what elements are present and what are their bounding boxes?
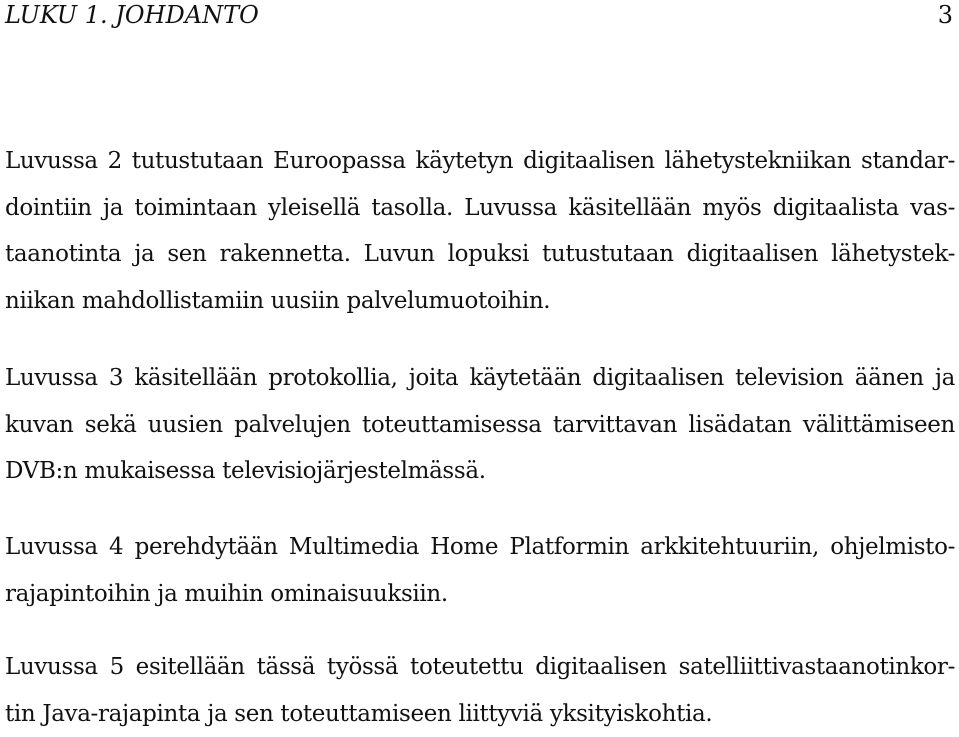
chapter-title: LUKU 1. JOHDANTO xyxy=(5,0,259,30)
text-line: Luvussa 5 esitellään tässä työssä toteutettu digitaalisen satelliittivastaanotinkor- xyxy=(5,644,955,691)
paragraph-chapter-2 xyxy=(5,138,955,324)
text-line: rajapintoihin ja muihin ominaisuuksiin. xyxy=(5,571,955,618)
text-line: Luvussa 4 perehdytään Multimedia Home Platformin arkkitehtuuriin, ohjelmisto- xyxy=(5,524,955,571)
text-line: Luvussa 2 tutustutaan Euroopassa käytetyn digitaalisen lähetystekniikan standar- xyxy=(5,138,955,185)
paragraph-chapter-3 xyxy=(5,355,955,495)
text-line: niikan mahdollistamiin uusiin palvelumuotoihin. xyxy=(5,278,955,325)
text-line: Luvussa 3 käsitellään protokollia, joita käytetään digitaalisen television äänen ja xyxy=(5,355,955,402)
text-line: taanotinta ja sen rakennetta. Luvun lopuksi tutustutaan digitaalisen lähetystek- xyxy=(5,231,955,278)
page-number: 3 xyxy=(938,0,953,30)
paragraph-chapter-4 xyxy=(5,524,955,617)
running-header xyxy=(5,0,953,30)
text-line: dointiin ja toimintaan yleisellä tasolla. Luvussa käsitellään myös digitaalista vas- xyxy=(5,185,955,232)
text-line: tin Java-rajapinta ja sen toteuttamiseen liittyviä yksityiskohtia. xyxy=(5,691,955,737)
text-line: kuvan sekä uusien palvelujen toteuttamisessa tarvittavan lisädatan välittämiseen xyxy=(5,402,955,449)
paragraph-chapter-5 xyxy=(5,644,955,737)
text-line: DVB:n mukaisessa televisiojärjestelmässä. xyxy=(5,448,955,495)
